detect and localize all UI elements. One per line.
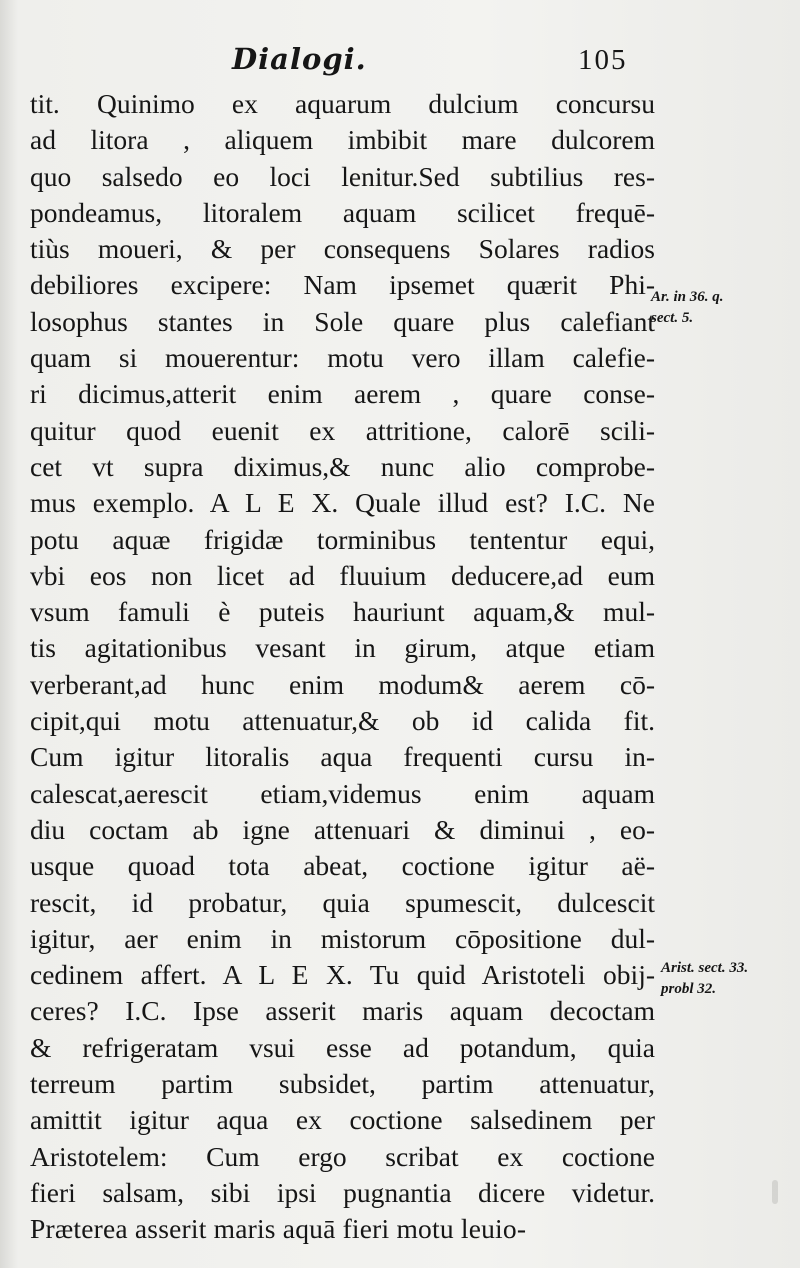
text-line: tiùs moueri, & per consequens Solares radios (30, 233, 655, 265)
margin-note-line: sect. 5. (651, 310, 694, 326)
text-line: Cum igitur litoralis aqua frequenti cursu in- (30, 741, 655, 773)
text-line: terreum partim subsidet, partim attenuatur, (30, 1068, 655, 1100)
text-line: vbi eos non licet ad fluuium deducere,ad eum (30, 559, 655, 591)
text-line: pondeamus, litoralem aquam scilicet frequē- (30, 196, 655, 228)
margin-note-line: probl 32. (661, 981, 717, 997)
text-line: vsum famuli è puteis hauriunt aquam,& mul- (30, 596, 655, 628)
margin-note (651, 287, 724, 329)
text-line: igitur, aer enim in mistorum cōpositione dul- (30, 922, 655, 954)
margin-note-line: Arist. sect. 33. (661, 960, 749, 976)
text-line: quitur quod euenit ex attritione, calorē scili- (30, 414, 655, 446)
running-title: Dialogi. (232, 42, 367, 76)
margin-note (661, 958, 748, 1000)
page-header (0, 42, 800, 90)
text-line: cipit,qui motu attenuatur,& ob id calida fit. (30, 705, 655, 737)
text-line: Præterea asserit maris aquā fieri motu leuio- (30, 1213, 527, 1245)
text-line: amittit igitur aqua ex coctione salsedinem per (30, 1104, 655, 1136)
text-line: potu aquæ frigidæ torminibus tententur equi, (30, 523, 655, 555)
text-line: fieri salsam, sibi ipsi pugnantia dicere videtur. (30, 1176, 655, 1208)
text-line: ri dicimus,atterit enim aerem , quare conse- (30, 378, 655, 410)
text-line: rescit, id probatur, quia spumescit, dulcescit (30, 886, 655, 918)
text-line: cet vt supra diximus,& nunc alio comprobe- (30, 450, 655, 482)
text-line: tis agitationibus vesant in girum, atque etiam (30, 632, 655, 664)
text-line: ad litora , aliquem imbibit mare dulcorem (30, 124, 655, 156)
text-line: quo salsedo eo loci lenitur.Sed subtilius res- (30, 160, 655, 192)
text-line: diu coctam ab igne attenuari & diminui , eo- (30, 813, 655, 845)
text-line: verberant,ad hunc enim modum& aerem cō- (30, 668, 655, 700)
text-line: losophus stantes in Sole quare plus calefiant (30, 305, 655, 337)
text-line: usque quoad tota abeat, coctione igitur aë- (30, 850, 655, 882)
text-line: ceres? I.C. Ipse asserit maris aquam decoctam (30, 995, 655, 1027)
text-line: debiliores excipere: Nam ipsemet quærit Phi- (30, 269, 655, 301)
page-number: 105 (578, 44, 628, 76)
text-line: calescat,aerescit etiam,videmus enim aquam (30, 777, 655, 809)
paper-smudge (772, 1180, 778, 1204)
text-line: mus exemplo. A L E X. Quale illud est? I.C. Ne (30, 487, 655, 519)
margin-note-line: Ar. in 36. q. (651, 289, 724, 305)
text-line: Aristotelem: Cum ergo scribat ex coctione (30, 1140, 655, 1172)
text-line: tit. Quinimo ex aquarum dulcium concursu (30, 88, 655, 119)
text-line: quam si mouerentur: motu vero illam calefie- (30, 342, 655, 374)
text-line: & refrigeratam vsui esse ad potandum, quia (30, 1031, 655, 1063)
body-text (30, 86, 655, 1248)
text-line: cedinem affert. A L E X. Tu quid Aristoteli obij- (30, 959, 655, 991)
